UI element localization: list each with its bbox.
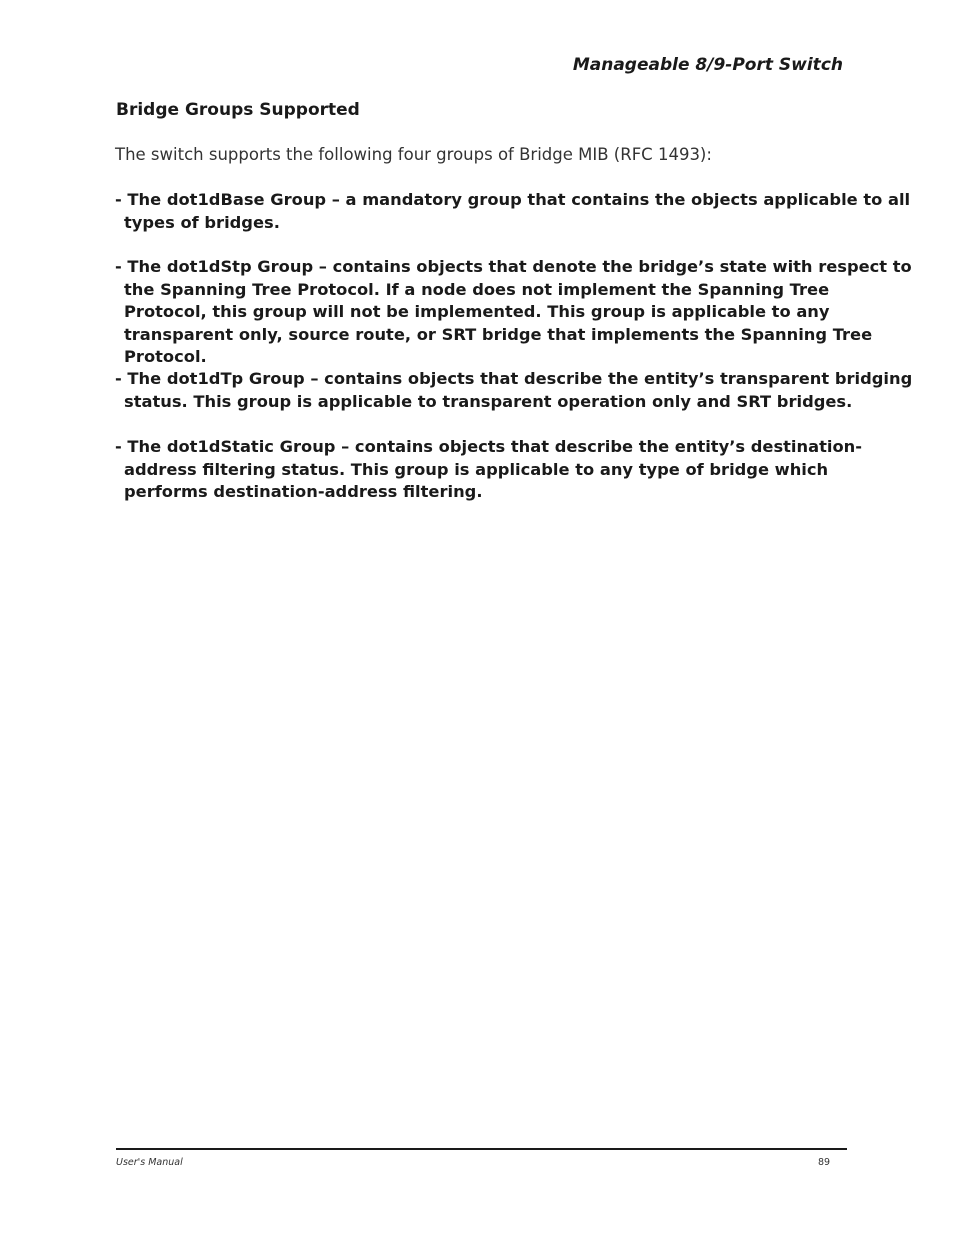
group-item-dot1dstp: - The dot1dStp Group – contains objects that denote the bridge’s state with respect to the Spanning Tree Protocol. If a node does not implement the Spanning Tree Protocol, this group will not be implemented. This group is applicable to any transparent only, source route, or SRT bridge that implements the Spanning Tree Protocol. [115, 257, 912, 366]
footer-page-number: 89 [818, 1157, 831, 1168]
group-item-dot1dtp: - The dot1dTp Group – contains objects that describe the entity’s transparent bridging status. This group is applicable to transparent operation only and SRT bridges. [115, 369, 913, 411]
running-header: Manageable 8/9-Port Switch [572, 55, 843, 75]
section-heading: Bridge Groups Supported [116, 100, 360, 120]
intro-paragraph: The switch supports the following four groups of Bridge MIB (RFC 1493): [115, 145, 712, 164]
group-item-dot1dstatic: - The dot1dStatic Group – contains objects that describe the entity’s destination-address filtering status. This group is applicable to any type of bridge which performs destination-address filtering. [115, 437, 862, 501]
group-item-dot1dbase: - The dot1dBase Group – a mandatory group that contains the objects applicable to all types of bridges. [115, 190, 911, 232]
footer-manual-label: User's Manual [116, 1157, 183, 1168]
footer-rule [116, 1148, 847, 1150]
